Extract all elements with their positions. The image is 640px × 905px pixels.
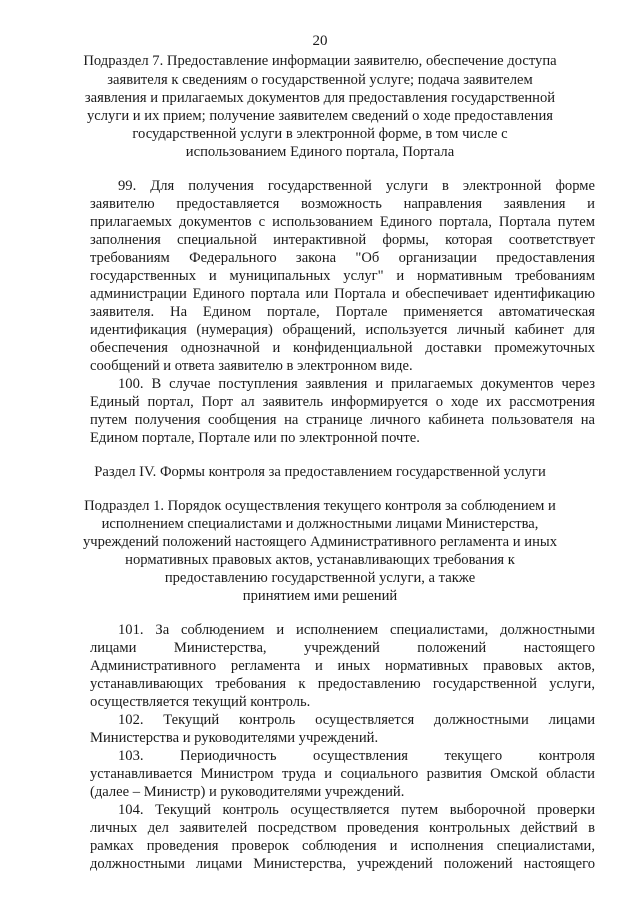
text-line: рамках проведения проверок соблюдения и исполнения специалистами,	[90, 838, 595, 854]
text-line: государственных и муниципальных услуг" и нормативным требованиям	[90, 268, 595, 284]
text-line: заполнения специальной интерактивной формы, которая соответствует	[90, 232, 595, 248]
text-line: Административного регламента и иных нормативных правовых актов,	[90, 658, 595, 674]
text-line: Единый портал, Порт ал заявитель информируется о ходе их рассмотрения	[90, 394, 595, 410]
text-line: идентификация (нумерация) обращений, используется личный кабинет для	[90, 322, 595, 338]
text-line: заявителю предоставляется возможность направления заявления и	[90, 196, 595, 212]
title-line: заявителя к сведениям о государственной услуге; подача заявителем	[107, 72, 533, 88]
title-line: использованием Единого портала, Портала	[185, 144, 455, 160]
title-line: учреждений положений настоящего Административного регламента и иных	[83, 534, 557, 550]
text-line: 103. Периодичность осуществления текущего контроля	[118, 748, 595, 764]
text-line: Министерства и руководителями учреждений.	[90, 730, 379, 746]
text-line: заявителя. На Едином портале, Портале применяется автоматическая	[90, 304, 595, 320]
text-line: 102. Текущий контроль осуществляется должностными лицами	[118, 712, 595, 728]
text-line: обеспечения однозначной и конфиденциальной доставки промежуточных	[90, 340, 595, 356]
text-line: 99. Для получения государственной услуги в электронной форме	[118, 178, 595, 194]
title-line: Подраздел 7. Предоставление информации заявителю, обеспечение доступа	[83, 53, 557, 69]
text-line: 104. Текущий контроль осуществляется путем выборочной проверки	[118, 802, 595, 818]
title-line: нормативных правовых актов, устанавливающих требования к	[125, 552, 515, 568]
title-line: государственной услуги в электронной форме, в том числе с	[132, 126, 508, 142]
text-line: 100. В случае поступления заявления и прилагаемых документов через	[118, 376, 595, 392]
text-line: требованиям Федерального закона "Об организации предоставления	[90, 250, 595, 266]
text-line: путем получения сообщения на странице личного кабинета пользователя на	[90, 412, 595, 428]
text-line: устанавливающих требования к предоставлению государственной услуги,	[90, 676, 595, 692]
text-line: (далее – Министр) и руководителями учреждений.	[90, 784, 405, 800]
title-line: исполнением специалистами и должностными лицами Министерства,	[101, 516, 539, 532]
text-line: устанавливается Министром труда и социального развития Омской области	[90, 766, 595, 782]
text-line: осуществляется текущий контроль.	[90, 694, 311, 710]
text-line: Едином портале, Портале или по электронной почте.	[90, 430, 420, 446]
title-line: заявления и прилагаемых документов для предоставления государственной	[84, 90, 556, 106]
section-4-title: Раздел IV. Формы контроля за предоставлением государственной услуги	[94, 464, 546, 480]
text-line: прилагаемых документов с использованием Единого портала, Портала путем	[90, 214, 595, 230]
text-line: лицами Министерства, учреждений положений настоящего	[90, 640, 595, 656]
page-number: 20	[312, 33, 328, 49]
text-line: администрации Единого портала или Портала и обеспечивает идентификацию	[90, 286, 595, 302]
text-line: 101. За соблюдением и исполнением специалистами, должностными	[118, 622, 595, 638]
title-line: услуги и их прием; получение заявителем сведений о ходе предоставления	[87, 108, 553, 124]
title-line: принятием ими решений	[242, 588, 398, 604]
title-line: Подраздел 1. Порядок осуществления текущего контроля за соблюдением и	[84, 498, 556, 514]
text-line: должностными лицами Министерства, учреждений положений настоящего	[90, 856, 595, 872]
title-line: предоставлению государственной услуги, а также	[164, 570, 476, 586]
text-line: сообщений и ответа заявителю в электронном виде.	[90, 358, 413, 374]
text-line: личных дел заявителей посредством проведения контрольных действий в	[90, 820, 595, 836]
